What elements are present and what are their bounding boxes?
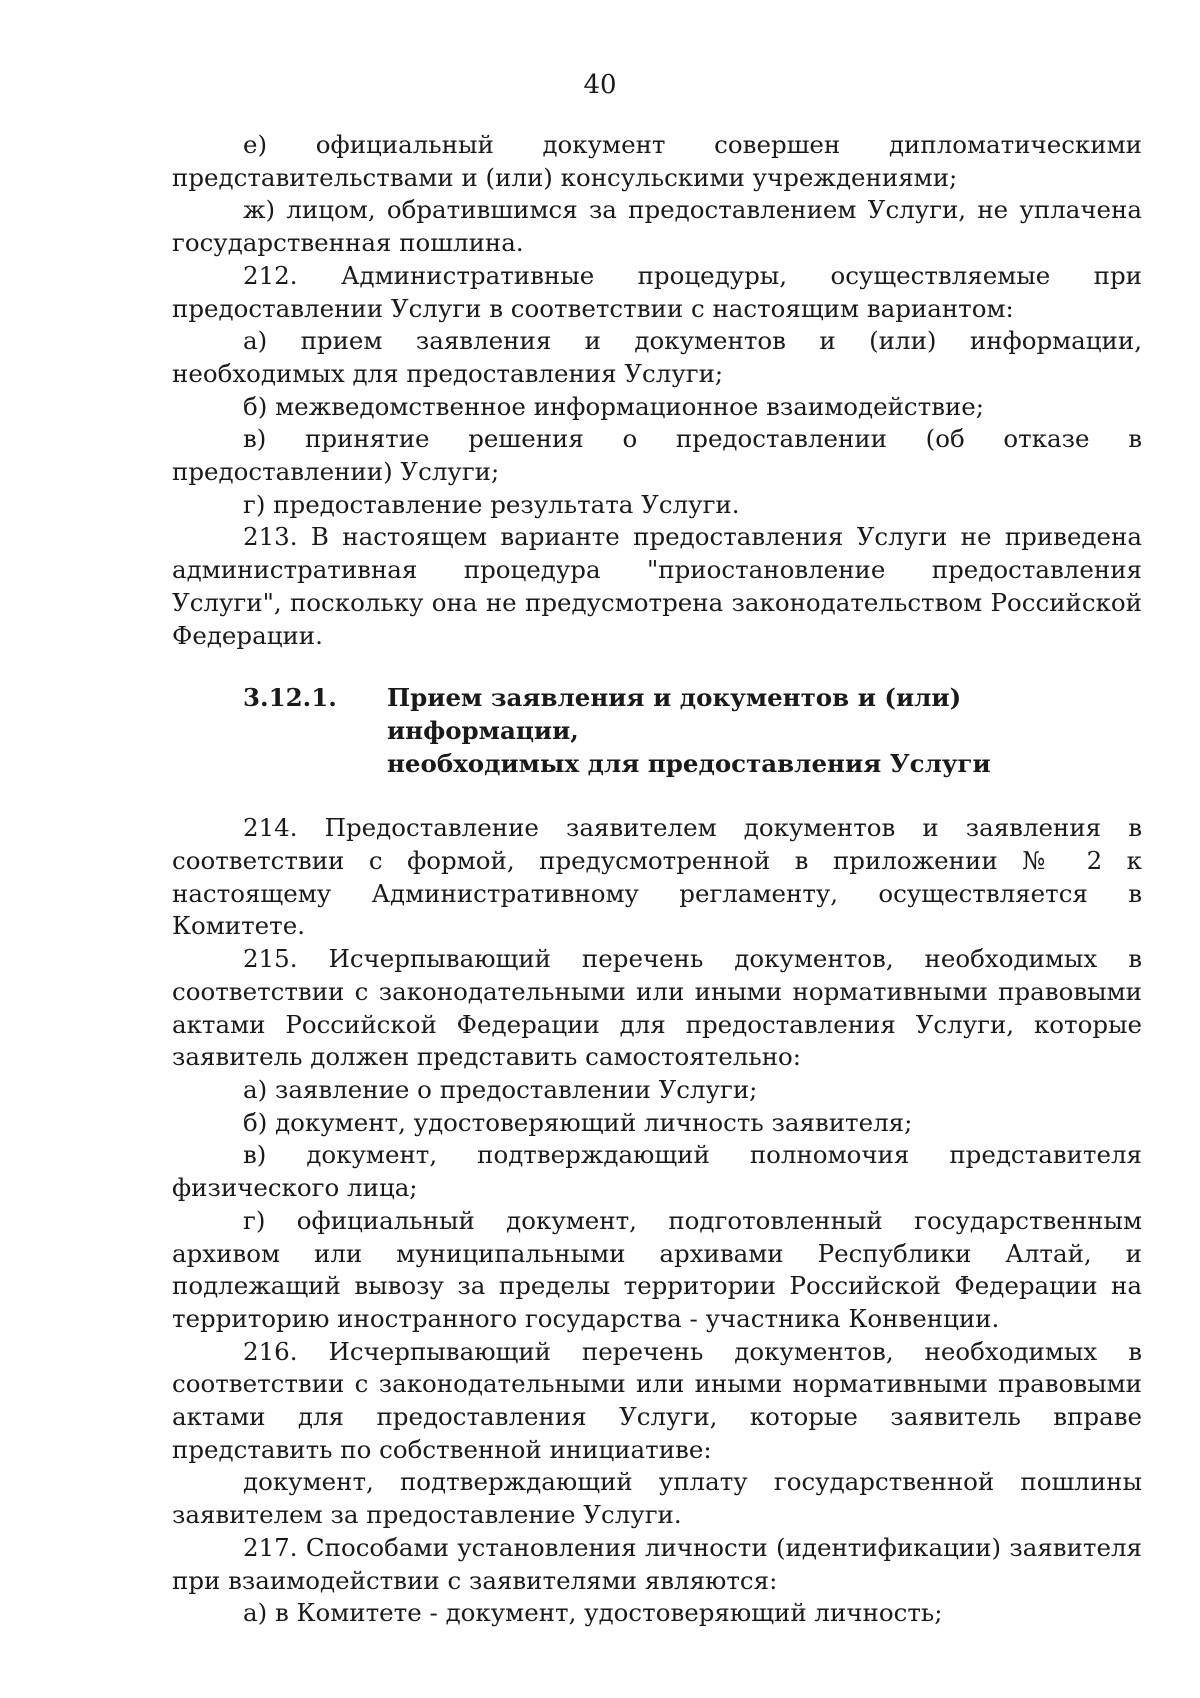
paragraph-212-b: б) межведомственное информационное взаимодействие;: [243, 391, 985, 421]
section-number: 3.12.1.: [243, 683, 337, 713]
document-body: [172, 129, 1142, 1630]
page-number: 40: [583, 70, 617, 100]
paragraph-214: 214. Предоставление заявителем документов и заявления в соответствии с формой, предусмотренной в приложении № 2 к настоящему Административному регламенту, осуществляется в Комитете.: [172, 813, 1142, 941]
paragraph-zh-duty-not-paid: ж) лицом, обратившимся за предоставлением Услуги, не уплачена государственная пошлина.: [172, 195, 1142, 258]
paragraph-215-a: а) заявление о предоставлении Услуги;: [243, 1074, 758, 1104]
paragraph-213: 213. В настоящем варианте предоставления Услуги не приведена административная процедура "приостановление предоставления Услуги", поскольку она не предусмотрена законодательством Российской Федерации.: [172, 522, 1142, 650]
section-title: [387, 682, 1142, 780]
section-title-line-1: Прием заявления и документов и (или) информации,: [387, 683, 962, 745]
section-title-line-2: необходимых для предоставления Услуги: [387, 748, 991, 778]
paragraph-215-v: в) документ, подтверждающий полномочия представителя физического лица;: [172, 1140, 1142, 1203]
section-heading: [172, 682, 1142, 780]
paragraph-217: 217. Способами установления личности (идентификации) заявителя при взаимодействии с заявителями являются:: [172, 1532, 1142, 1595]
paragraph-212-g: г) предоставление результата Услуги.: [243, 489, 740, 519]
paragraph-216: 216. Исчерпывающий перечень документов, необходимых в соответствии с законодательными или иными нормативными правовыми актами для предоставления Услуги, которые заявитель вправе представить по собственной инициативе:: [172, 1336, 1142, 1464]
paragraph-e-official-document: е) официальный документ совершен дипломатическими представительствами и (или) консульскими учреждениями;: [172, 130, 1142, 192]
paragraph-216-document: документ, подтверждающий уплату государственной пошлины заявителем за предоставление Услуги.: [172, 1467, 1142, 1530]
paragraph-215-b: б) документ, удостоверяющий личность заявителя;: [243, 1107, 913, 1137]
paragraph-212-a: а) прием заявления и документов и (или) информации, необходимых для предоставления Услуги;: [172, 326, 1142, 388]
paragraph-215-g: г) официальный документ, подготовленный государственным архивом или муниципальными архивами Республики Алтай, и подлежащий вывозу за пределы территории Российской Федерации на территорию иностранного государства - участника Конвенции.: [172, 1205, 1142, 1333]
paragraph-212-v: в) принятие решения о предоставлении (об отказе в предоставлении) Услуги;: [172, 424, 1142, 487]
paragraph-212: 212. Административные процедуры, осуществляемые при предоставлении Услуги в соответствии с настоящим вариантом:: [172, 260, 1142, 323]
paragraph-215: 215. Исчерпывающий перечень документов, необходимых в соответствии с законодательными или иными нормативными правовыми актами Российской Федерации для предоставления Услуги, которые заявитель должен представить самостоятельно:: [172, 944, 1142, 1072]
paragraph-217-a: а) в Комитете - документ, удостоверяющий личность;: [243, 1598, 943, 1628]
